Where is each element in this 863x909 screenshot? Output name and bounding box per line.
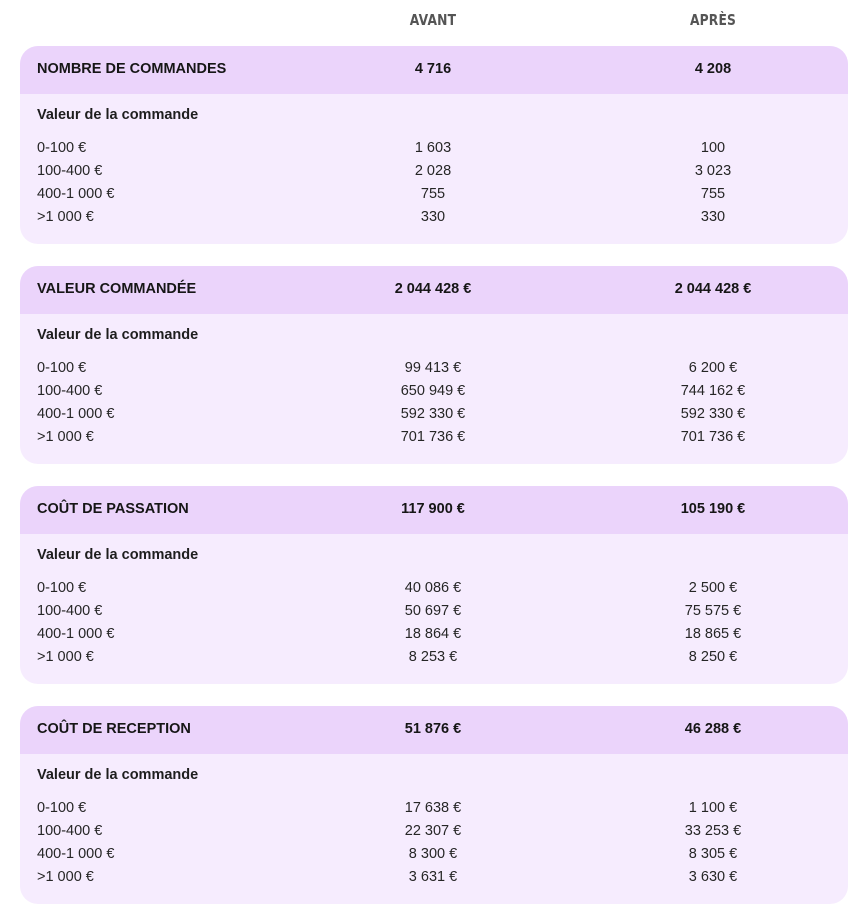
row-label: 100-400 € bbox=[37, 823, 103, 839]
section-card-cout-de-passation bbox=[20, 486, 848, 684]
section-total-avant: 4 716 bbox=[414, 61, 452, 77]
row-label: 0-100 € bbox=[37, 360, 87, 376]
section-header bbox=[20, 706, 848, 754]
row-value-apres: 3 023 bbox=[694, 163, 732, 179]
row-value-avant: 701 736 € bbox=[400, 429, 466, 445]
row-label: 0-100 € bbox=[37, 580, 87, 596]
row-label: >1 000 € bbox=[37, 209, 94, 225]
row-value-avant: 40 086 € bbox=[404, 580, 462, 596]
row-value-avant: 22 307 € bbox=[404, 823, 462, 839]
row-value-apres: 330 bbox=[700, 209, 726, 225]
column-header-apres: APRÈS bbox=[689, 11, 737, 29]
table-row bbox=[20, 383, 848, 405]
section-title: COÛT DE RECEPTION bbox=[37, 721, 191, 737]
table-row bbox=[20, 603, 848, 625]
row-value-avant: 755 bbox=[420, 186, 446, 202]
section-total-apres: 46 288 € bbox=[684, 721, 742, 737]
row-label: 100-400 € bbox=[37, 603, 103, 619]
row-label: 400-1 000 € bbox=[37, 406, 115, 422]
row-label: >1 000 € bbox=[37, 869, 94, 885]
section-card-nombre-de-commandes bbox=[20, 46, 848, 244]
section-title: VALEUR COMMANDÉE bbox=[37, 281, 197, 297]
row-value-apres: 2 500 € bbox=[688, 580, 738, 596]
row-value-avant: 1 603 bbox=[414, 140, 452, 156]
row-value-apres: 744 162 € bbox=[680, 383, 746, 399]
row-value-apres: 8 250 € bbox=[688, 649, 738, 665]
row-value-avant: 50 697 € bbox=[404, 603, 462, 619]
row-value-apres: 755 bbox=[700, 186, 726, 202]
row-value-avant: 2 028 bbox=[414, 163, 452, 179]
table-row bbox=[20, 823, 848, 845]
section-title: COÛT DE PASSATION bbox=[37, 501, 189, 517]
row-value-apres: 18 865 € bbox=[684, 626, 742, 642]
row-value-avant: 650 949 € bbox=[400, 383, 466, 399]
table-row bbox=[20, 649, 848, 671]
row-value-avant: 99 413 € bbox=[404, 360, 462, 376]
table-row bbox=[20, 360, 848, 382]
table-row bbox=[20, 140, 848, 162]
row-value-avant: 8 253 € bbox=[408, 649, 458, 665]
row-value-avant: 18 864 € bbox=[404, 626, 462, 642]
section-sub-label: Valeur de la commande bbox=[37, 767, 199, 783]
section-total-apres: 105 190 € bbox=[680, 501, 746, 517]
row-value-apres: 33 253 € bbox=[684, 823, 742, 839]
row-value-apres: 8 305 € bbox=[688, 846, 738, 862]
row-label: >1 000 € bbox=[37, 649, 94, 665]
row-label: >1 000 € bbox=[37, 429, 94, 445]
table-row bbox=[20, 209, 848, 231]
row-label: 400-1 000 € bbox=[37, 846, 115, 862]
row-value-avant: 17 638 € bbox=[404, 800, 462, 816]
table-row bbox=[20, 406, 848, 428]
row-label: 0-100 € bbox=[37, 800, 87, 816]
row-label: 400-1 000 € bbox=[37, 186, 115, 202]
row-label: 100-400 € bbox=[37, 383, 103, 399]
row-value-avant: 592 330 € bbox=[400, 406, 466, 422]
section-card-valeur-commandee bbox=[20, 266, 848, 464]
table-row bbox=[20, 163, 848, 185]
row-value-apres: 100 bbox=[700, 140, 726, 156]
row-label: 400-1 000 € bbox=[37, 626, 115, 642]
section-total-apres: 4 208 bbox=[694, 61, 732, 77]
row-value-avant: 330 bbox=[420, 209, 446, 225]
row-value-apres: 6 200 € bbox=[688, 360, 738, 376]
row-label: 100-400 € bbox=[37, 163, 103, 179]
section-header bbox=[20, 486, 848, 534]
row-value-apres: 3 630 € bbox=[688, 869, 738, 885]
table-row bbox=[20, 186, 848, 208]
table-row bbox=[20, 626, 848, 648]
section-sub-label: Valeur de la commande bbox=[37, 327, 199, 343]
section-total-avant: 117 900 € bbox=[401, 501, 465, 517]
table-row bbox=[20, 869, 848, 891]
table-row bbox=[20, 580, 848, 602]
section-total-apres: 2 044 428 € bbox=[674, 281, 752, 297]
section-total-avant: 51 876 € bbox=[404, 721, 462, 737]
section-sub-label: Valeur de la commande bbox=[37, 547, 199, 563]
row-value-avant: 3 631 € bbox=[408, 869, 458, 885]
row-value-apres: 1 100 € bbox=[688, 800, 738, 816]
section-header bbox=[20, 46, 848, 94]
row-label: 0-100 € bbox=[37, 140, 87, 156]
section-header bbox=[20, 266, 848, 314]
table-row bbox=[20, 846, 848, 868]
table-row bbox=[20, 429, 848, 451]
column-header-avant: AVANT bbox=[409, 11, 457, 29]
column-headers bbox=[0, 0, 863, 40]
row-value-avant: 8 300 € bbox=[408, 846, 458, 862]
row-value-apres: 592 330 € bbox=[680, 406, 746, 422]
row-value-apres: 75 575 € bbox=[684, 603, 742, 619]
row-value-apres: 701 736 € bbox=[680, 429, 746, 445]
section-total-avant: 2 044 428 € bbox=[394, 281, 472, 297]
section-card-cout-de-reception bbox=[20, 706, 848, 904]
section-title: NOMBRE DE COMMANDES bbox=[37, 61, 227, 77]
section-sub-label: Valeur de la commande bbox=[37, 107, 199, 123]
table-row bbox=[20, 800, 848, 822]
